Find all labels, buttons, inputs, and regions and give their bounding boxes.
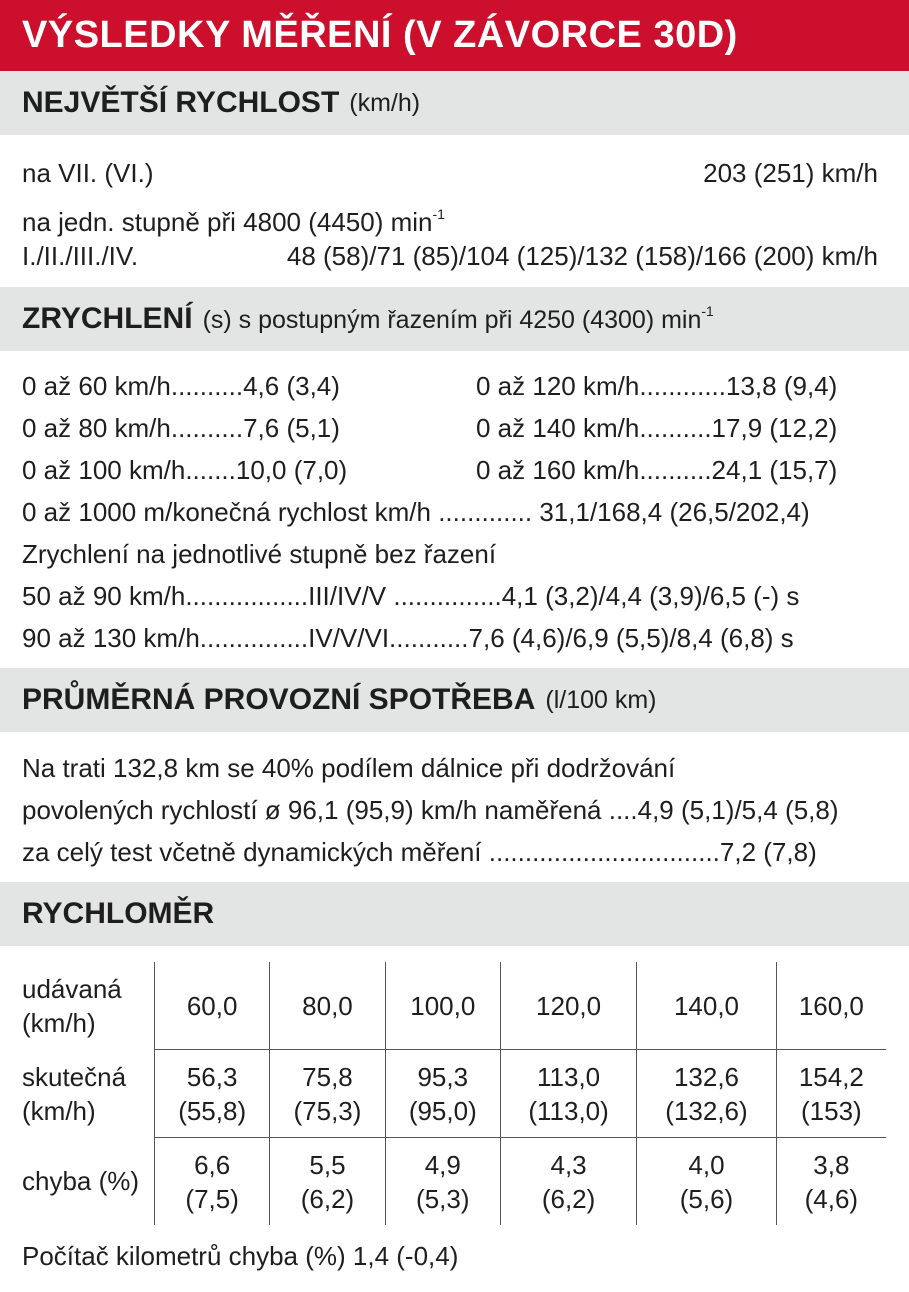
cell-value: 60,0	[186, 990, 238, 1021]
table-cell	[385, 1050, 500, 1138]
cell-value: (95,0)	[408, 1095, 477, 1126]
table-cell	[637, 1050, 777, 1138]
max-speed-heading: NEJVĚTŠÍ RYCHLOST	[22, 86, 340, 119]
cell-value: 154,2	[798, 1061, 864, 1092]
cell-value: 80,0	[302, 990, 353, 1021]
cell-value: 4,0	[688, 1149, 725, 1180]
row-label-text: (km/h)	[22, 1095, 96, 1126]
table-cell	[637, 962, 777, 1050]
acceleration-subtitle-sup: -1	[701, 303, 714, 319]
cell-value: 75,8	[302, 1061, 353, 1092]
cell-value: 4,9	[424, 1149, 461, 1180]
table-cell	[385, 962, 500, 1050]
top-gear-label: na VII. (VI.)	[22, 158, 154, 188]
row-label	[22, 962, 155, 1050]
table-cell	[155, 1050, 270, 1138]
cell-value: 56,3	[186, 1061, 238, 1092]
per-gear-speeds	[22, 241, 878, 271]
accel-left-0: 0 až 60 km/h..........4,6 (3,4)	[22, 371, 340, 401]
table-cell	[776, 1050, 886, 1138]
max-speed-unit: (km/h)	[349, 88, 421, 117]
speedometer-header	[0, 882, 909, 946]
consumption-unit: (l/100 km)	[545, 685, 657, 714]
cell-value: (113,0)	[528, 1095, 609, 1126]
cell-value: (132,6)	[665, 1095, 748, 1126]
cell-value: 6,6	[194, 1149, 231, 1180]
max-speed-top-gear	[22, 158, 878, 188]
per-gear-note	[22, 199, 445, 237]
cell-value: (5,3)	[416, 1183, 470, 1214]
cell-value: (153)	[801, 1095, 862, 1126]
accel-right-2: 0 až 160 km/h..........24,1 (15,7)	[476, 455, 838, 485]
row-label	[22, 1050, 155, 1138]
table-row	[22, 962, 886, 1050]
cell-value: (6,2)	[541, 1183, 596, 1214]
cell-value: 140,0	[673, 990, 740, 1021]
top-gear-value: 203 (251) km/h	[703, 158, 878, 188]
cell-value: 132,6	[673, 1061, 740, 1092]
table-cell	[155, 1138, 270, 1226]
acceleration-subtitle	[203, 303, 714, 335]
accel-distance: 0 až 1000 m/konečná rychlost km/h ............. 31,1/168,4 (26,5/202,4)	[22, 497, 810, 527]
table-row	[22, 1138, 886, 1226]
odometer-error: Počítač kilometrů chyba (%) 1,4 (-0,4)	[22, 1241, 459, 1271]
accel-left-1: 0 až 80 km/h..........7,6 (5,1)	[22, 413, 340, 443]
cell-value: 113,0	[537, 1061, 601, 1092]
cell-value: 120,0	[536, 990, 602, 1021]
cell-value: 4,3	[550, 1149, 587, 1180]
accel-left-2: 0 až 100 km/h.......10,0 (7,0)	[22, 455, 348, 485]
speedometer-table	[22, 962, 886, 1225]
cell-value: 5,5	[309, 1149, 346, 1180]
acceleration-header	[0, 287, 909, 351]
cell-value: 160,0	[798, 990, 864, 1021]
page-title: VÝSLEDKY MĚŘENÍ (V ZÁVORCE 30D)	[0, 0, 909, 71]
cell-value: (55,8)	[178, 1095, 247, 1126]
elastic-row-1: 50 až 90 km/h.................III/IV/V ...............4,1 (3,2)/4,4 (3,9)/6,5 (-) s	[22, 581, 800, 611]
consumption-line-2: povolených rychlostí ø 96,1 (95,9) km/h naměřená ....4,9 (5,1)/5,4 (5,8)	[22, 795, 839, 825]
row-label	[22, 1138, 155, 1226]
elastic-heading: Zrychlení na jednotlivé stupně bez řazení	[22, 539, 497, 569]
cell-value: 100,0	[410, 990, 476, 1021]
speedometer-heading: RYCHLOMĚR	[22, 897, 215, 930]
gears-value: 48 (58)/71 (85)/104 (125)/132 (158)/166 (200) km/h	[286, 241, 878, 271]
table-cell	[500, 1138, 636, 1226]
consumption-line-1: Na trati 132,8 km se 40% podílem dálnice při dodržování	[22, 753, 676, 783]
cell-value: (4,6)	[804, 1183, 859, 1214]
acceleration-heading: ZRYCHLENÍ	[22, 302, 193, 335]
cell-value: (6,2)	[300, 1183, 355, 1214]
cell-value: (5,6)	[679, 1183, 734, 1214]
per-gear-sup: -1	[432, 206, 445, 222]
acceleration-subtitle-text: (s) s postupným řazením při 4250 (4300) min	[202, 306, 702, 334]
table-row	[22, 1050, 886, 1138]
cell-value: 95,3	[417, 1061, 469, 1092]
table-cell	[500, 962, 636, 1050]
row-label-text: udávaná	[22, 973, 122, 1004]
row-label-text: chyba (%)	[22, 1166, 140, 1197]
accel-right-0: 0 až 120 km/h............13,8 (9,4)	[476, 371, 838, 401]
table-cell	[270, 962, 385, 1050]
cell-value: (7,5)	[185, 1183, 239, 1214]
table-cell	[776, 962, 886, 1050]
table-cell	[637, 1138, 777, 1226]
table-cell	[500, 1050, 636, 1138]
row-label-text: skutečná	[22, 1061, 127, 1092]
row-label-text: (km/h)	[22, 1007, 96, 1038]
table-cell	[270, 1138, 385, 1226]
accel-right-1: 0 až 140 km/h..........17,9 (12,2)	[476, 413, 838, 443]
table-cell	[776, 1138, 886, 1226]
per-gear-text: na jedn. stupně při 4800 (4450) min	[22, 207, 433, 237]
consumption-heading: PRŮMĚRNÁ PROVOZNÍ SPOTŘEBA	[22, 683, 536, 716]
consumption-header	[0, 668, 909, 732]
cell-value: 3,8	[813, 1149, 850, 1180]
consumption-line-3: za celý test včetně dynamických měření ................................7,2 (7,8)	[22, 837, 817, 867]
table-cell	[385, 1138, 500, 1226]
elastic-row-2: 90 až 130 km/h...............IV/V/VI...........7,6 (4,6)/6,9 (5,5)/8,4 (6,8) s	[22, 623, 794, 653]
max-speed-header	[0, 71, 909, 135]
table-cell	[270, 1050, 385, 1138]
gears-label: I./II./III./IV.	[22, 241, 139, 271]
table-cell	[155, 962, 270, 1050]
cell-value: (75,3)	[293, 1095, 362, 1126]
